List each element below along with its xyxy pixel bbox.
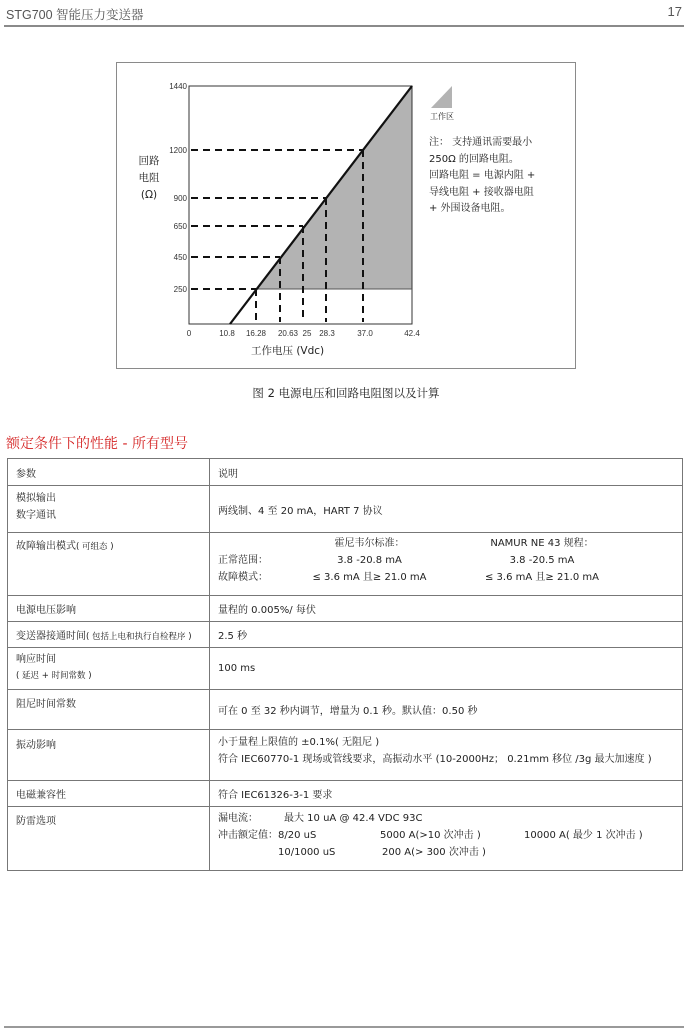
- honeywell-header: 霍尼韦尔标准：: [334, 538, 405, 549]
- svg-text:650: 650: [173, 222, 187, 231]
- svg-text:1440: 1440: [169, 82, 187, 91]
- note-line: 250Ω 的回路电阻。: [429, 153, 519, 165]
- fault-mode-grid: [218, 535, 674, 586]
- desc-cell: [210, 533, 683, 596]
- footer-divider: [4, 1026, 684, 1028]
- desc-cell: 两线制、4 至 20 mA，HART 7 协议: [210, 486, 683, 533]
- table-row: [8, 486, 683, 533]
- note-line: 回路电阻 = 电源内阻 +: [429, 170, 536, 181]
- param-cell: 电磁兼容性: [8, 781, 210, 807]
- surge1-a: 5000 A(>10 次冲击 ): [380, 830, 481, 841]
- table-header-row: [8, 459, 683, 486]
- figure-power-supply-chart: [116, 62, 576, 369]
- desc-cell: [210, 730, 683, 781]
- param-text: 数字通讯: [16, 510, 56, 521]
- lightning-grid: [218, 810, 674, 861]
- desc-cell: 可在 0 至 32 秒内调节，增量为 0.1 秒。默认值：0.50 秒: [210, 690, 683, 730]
- y-axis-label-line: (Ω): [140, 189, 158, 201]
- x-axis-label: 工作电压 (Vdc): [251, 345, 325, 357]
- desc-line: 符合 IEC60770-1 现场或管线要求，高振动水平 (10-2000Hz； 0.21mm 移位 /3g 最大加速度 ): [218, 754, 652, 765]
- svg-text:42.4: 42.4: [404, 329, 420, 338]
- param-cell: [8, 622, 210, 648]
- page-number: 17: [667, 4, 682, 19]
- legend-label: 工作区: [430, 112, 454, 121]
- document-title: STG700 智能压力变送器: [6, 8, 144, 22]
- svg-text:450: 450: [173, 253, 187, 262]
- param-text: 模拟输出: [16, 493, 56, 504]
- performance-spec-table: [7, 458, 683, 871]
- desc-cell: 符合 IEC61326-3-1 要求: [210, 781, 683, 807]
- surge1-b: 10000 A( 最少 1 次冲击 ): [524, 830, 643, 841]
- y-axis-label-line: 电阻: [138, 172, 160, 184]
- param-note: ( 延迟 + 时间常数 ): [16, 671, 92, 681]
- fault-honeywell: ≤ 3.6 mA 且≥ 21.0 mA: [312, 572, 427, 583]
- table-row: [8, 622, 683, 648]
- svg-text:250: 250: [173, 285, 187, 294]
- desc-cell: 2.5 秒: [210, 622, 683, 648]
- surge-label: 冲击额定值：: [218, 830, 278, 841]
- svg-text:1200: 1200: [169, 146, 187, 155]
- note-line: 注： 支持通讯需要最小: [429, 137, 533, 148]
- section-title: 额定条件下的性能 - 所有型号: [6, 436, 188, 452]
- surge2-wave: 10/1000 uS: [278, 847, 336, 858]
- table-row: [8, 533, 683, 596]
- table-row: [8, 596, 683, 622]
- param-cell: [8, 533, 210, 596]
- y-axis-label-line: 回路: [138, 155, 160, 167]
- param-note: ( 包括上电和执行自检程序 ): [86, 632, 192, 642]
- param-text: 变送器接通时间: [16, 631, 86, 642]
- header-divider: [4, 25, 684, 27]
- svg-text:28.3: 28.3: [319, 329, 335, 338]
- param-text: 故障输出模式: [16, 541, 76, 552]
- desc-line: 小于量程上限值的 ±0.1%( 无阻尼 ): [218, 737, 380, 748]
- svg-text:37.0: 37.0: [357, 329, 373, 338]
- page-header: [6, 0, 682, 26]
- surge1-wave: 8/20 uS: [278, 830, 317, 841]
- desc-cell: 100 ms: [210, 648, 683, 690]
- operating-region-legend-icon: [431, 86, 452, 108]
- desc-cell: 量程的 0.005%/ 每伏: [210, 596, 683, 622]
- table-row: [8, 781, 683, 807]
- normal-label: 正常范围：: [218, 555, 268, 566]
- table-row: [8, 648, 683, 690]
- normal-namur: 3.8 -20.5 mA: [509, 555, 575, 566]
- figure-note: [429, 135, 535, 218]
- note-line: 导线电阻 + 接收器电阻: [429, 186, 534, 198]
- param-cell: 防雷选项: [8, 807, 210, 871]
- param-text: 响应时间: [16, 654, 56, 665]
- svg-text:0: 0: [186, 329, 192, 338]
- fault-label: 故障模式：: [218, 572, 268, 583]
- leak-label: 漏电流：: [218, 813, 258, 824]
- svg-text:25: 25: [302, 329, 312, 338]
- header-desc: 说明: [210, 459, 683, 486]
- desc-cell: [210, 807, 683, 871]
- param-cell: 电源电压影响: [8, 596, 210, 622]
- param-cell: [8, 486, 210, 533]
- figure-caption: 图 2 电源电压和回路电阻图以及计算: [252, 386, 440, 400]
- fault-namur: ≤ 3.6 mA 且≥ 21.0 mA: [485, 572, 599, 583]
- namur-header: NAMUR NE 43 规程：: [490, 538, 594, 549]
- svg-text:10.8: 10.8: [219, 329, 235, 338]
- header-param: 参数: [8, 459, 210, 486]
- svg-text:16.28: 16.28: [245, 329, 267, 338]
- param-cell: 阻尼时间常数: [8, 690, 210, 730]
- param-note: ( 可组态 ): [76, 542, 114, 552]
- surge2-a: 200 A(> 300 次冲击 ): [382, 847, 486, 858]
- svg-text:900: 900: [173, 194, 187, 203]
- normal-honeywell: 3.8 -20.8 mA: [337, 555, 402, 566]
- table-row: [8, 690, 683, 730]
- table-row: [8, 730, 683, 781]
- table-row: [8, 807, 683, 871]
- leak-value: 最大 10 uA @ 42.4 VDC 93C: [284, 813, 423, 824]
- note-line: + 外围设备电阻。: [429, 203, 511, 214]
- param-cell: [8, 648, 210, 690]
- y-axis-label: [129, 153, 169, 204]
- svg-text:20.63: 20.63: [277, 329, 299, 338]
- param-cell: 振动影响: [8, 730, 210, 781]
